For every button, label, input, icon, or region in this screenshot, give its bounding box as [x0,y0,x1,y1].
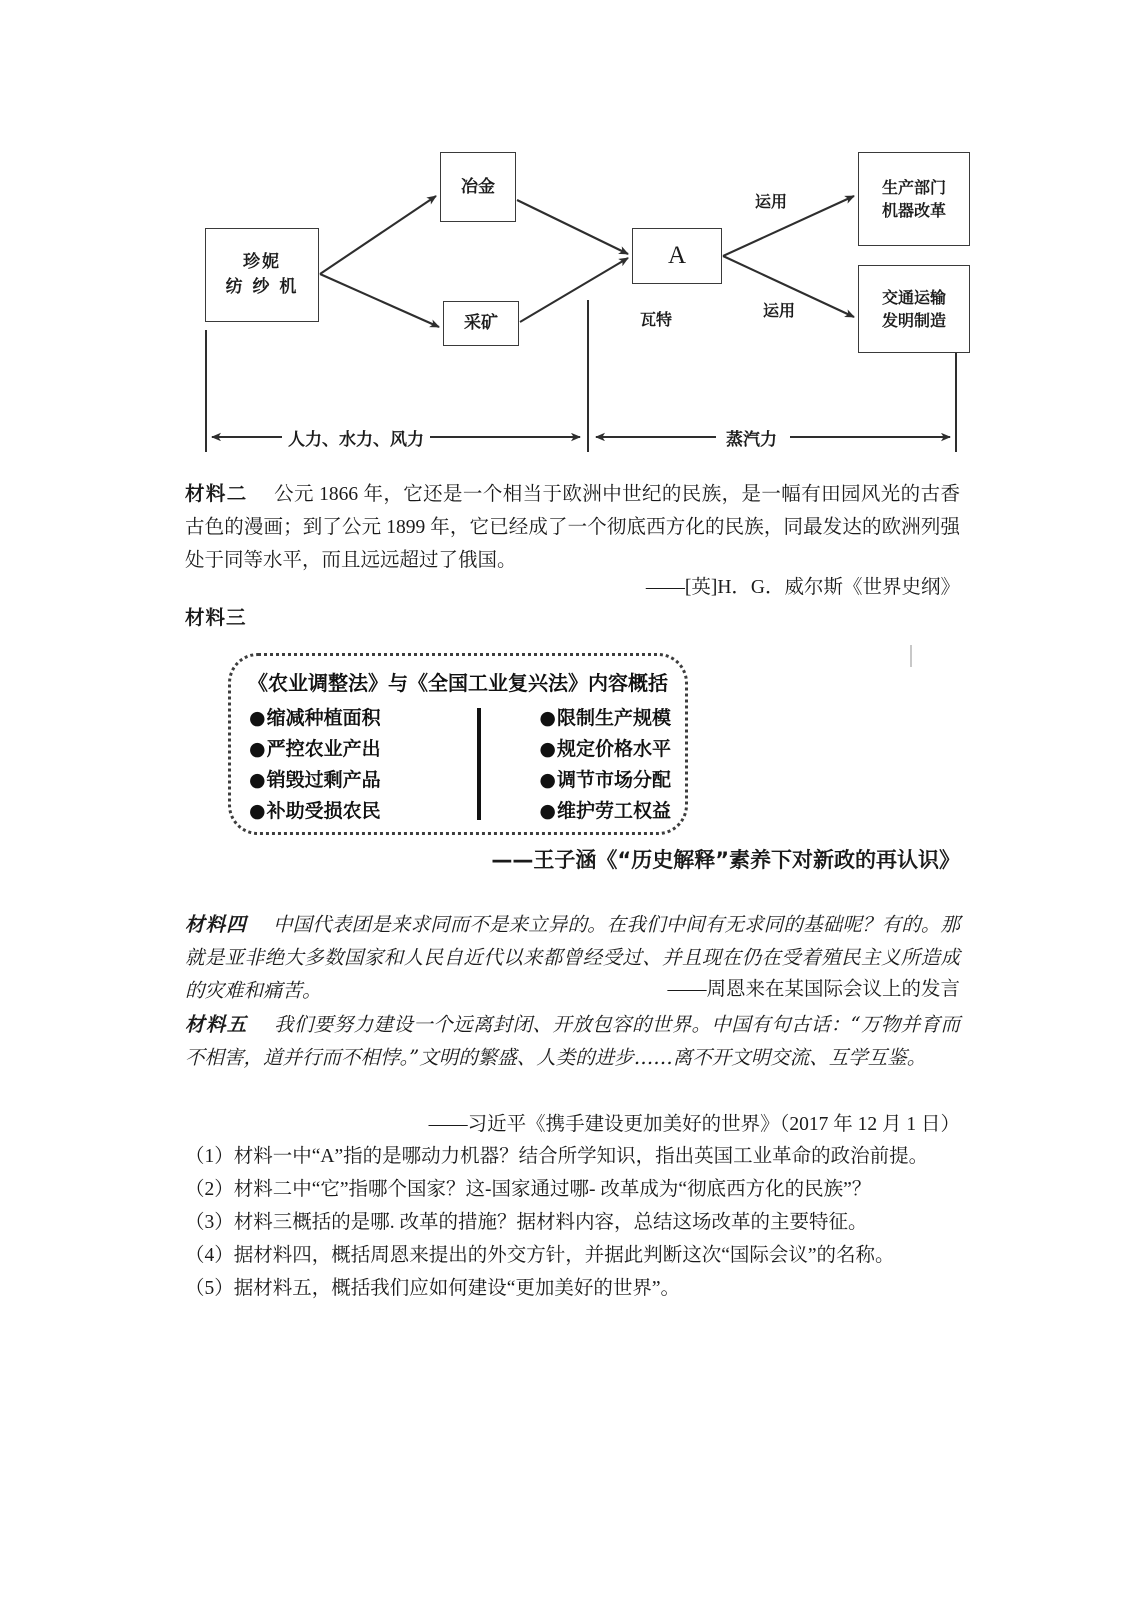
diagram-box-a-label: A [667,241,687,269]
list-item-label: 维护劳工权益 [556,800,671,822]
diagram-label-apply-bottom: 运用 [763,301,796,320]
diagram-label-watt: 瓦特 [640,310,673,329]
diagram-box-mining [443,301,519,346]
material-three-card [228,653,688,835]
list-item-label: 调节市场分配 [556,769,671,791]
diagram-label-apply-top: 运用 [755,192,788,211]
diagram-box-metallurgy-label: 冶金 [461,176,495,197]
material-four-label: 材料四 [185,913,247,936]
material-three-left-column [249,703,381,826]
list-item [249,765,381,795]
material-three-label: 材料三 [185,608,247,629]
material-four-source: ——周恩来在某国际会议上的发言 [667,979,960,1000]
diagram-label-era-manual-water-wind: 人力、水力、风力 [288,430,424,450]
bullet-icon: ● [249,738,266,760]
bullet-icon: ● [249,707,266,729]
bullet-icon: ● [539,707,556,729]
diagram-box-production-machinery-reform [858,152,970,246]
material-five-label: 材料五 [185,1013,248,1036]
material-three-source: ——王子涵《“历史解释”素养下对新政的再认识》 [491,848,960,872]
material-two-label: 材料二 [185,484,248,505]
diagram-box-jenny-line2: 纺 纱 机 [225,277,299,297]
material-three-right-column [513,703,671,826]
diagram-box-transport-line2: 发明制造 [881,311,946,330]
bullet-icon: ● [539,738,556,760]
diagram-box-mining-label: 采矿 [464,313,498,334]
list-item [249,734,381,764]
diagram-box-a-blank [632,228,722,284]
list-item [249,796,381,826]
material-three-card-columns [249,703,671,826]
material-three-card-title: 《农业调整法》与《全国工业复兴法》内容概括 [248,671,668,695]
diagram-box-jenny-spinning-machine [205,228,319,322]
material-five-paragraph [185,1008,960,1074]
diagram-box-production-line1: 生产部门 [881,177,946,197]
material-five-body: 我们要努力建设一个远离封闭、开放包容的世界。中国有句古话：“万物并育而不相害，道并行而不相悖。”文明的繁盛、人类的进步……离不开文明交流、互学互鉴。 [185,1013,960,1069]
diagram-box-jenny-line1: 珍妮 [243,252,281,273]
material-two-source: ——[英]H．G．威尔斯《世界史纲》 [645,577,960,598]
question-list [185,1140,965,1305]
bullet-icon: ● [249,769,266,791]
diagram-box-production-line2: 机器改革 [881,201,946,220]
bullet-icon: ● [249,800,266,822]
question-item-5: （5）据材料五，概括我们应如何建设“更加美好的世界”。 [185,1278,681,1299]
scan-artifact-mark [910,645,912,667]
list-item [539,703,671,733]
list-item [539,796,671,826]
list-item [539,734,671,764]
question-item-1: （1）材料一中“A”指的是哪动力机器？结合所学知识，指出英国工业革命的政治前提。 [185,1146,929,1167]
list-item-label: 限制生产规模 [556,707,671,729]
material-five-source: ——习近平《携手建设更加美好的世界》（2017 年 12 月 1 日） [428,1114,960,1135]
list-item-label: 严控农业产出 [266,738,381,760]
bullet-icon: ● [539,769,556,791]
question-item-2: （2）材料二中“它”指哪个国家？这-国家通过哪- 改革成为“彻底西方化的民族”？ [185,1179,872,1200]
material-four-body: 中国代表团是来求同而不是来立异的。在我们中间有无求同的基础呢？有的。那就是亚非绝大多数国家和人民自近代以来都曾经受过、并且现在仍在受着殖民主义所造成的灾难和痛苦。 [185,913,960,1002]
list-item-label: 规定价格水平 [556,738,671,760]
list-item-label: 销毁过剩产品 [266,769,381,791]
bullet-icon: ● [539,800,556,822]
diagram-box-transport-invention [858,265,970,353]
diagram-box-transport-line1: 交通运输 [881,287,946,307]
question-item-4: （4）据材料四，概括周恩来提出的外交方针，并据此判断这次“国际会议”的名称。 [185,1245,895,1266]
diagram-box-metallurgy [440,152,516,222]
material-two-paragraph [185,478,960,577]
list-item-label: 补助受损农民 [266,800,381,822]
list-item [249,703,381,733]
diagram-label-era-steam: 蒸汽力 [726,430,777,450]
question-item-3: （3）材料三概括的是哪. 改革的措施？据材料内容，总结这场改革的主要特征。 [185,1212,868,1233]
material-one-diagram [0,0,1131,470]
material-two-body: 公元 1866 年，它还是一个相当于欧洲中世纪的民族，是一幅有田园风光的古香古色的漫画；到了公元 1899 年，它已经成了一个彻底西方化的民族，同最发达的欧洲列强处于同等水平，而且远远超过了俄国。 [185,484,960,571]
list-item [539,765,671,795]
list-item-label: 缩减种植面积 [266,707,381,729]
